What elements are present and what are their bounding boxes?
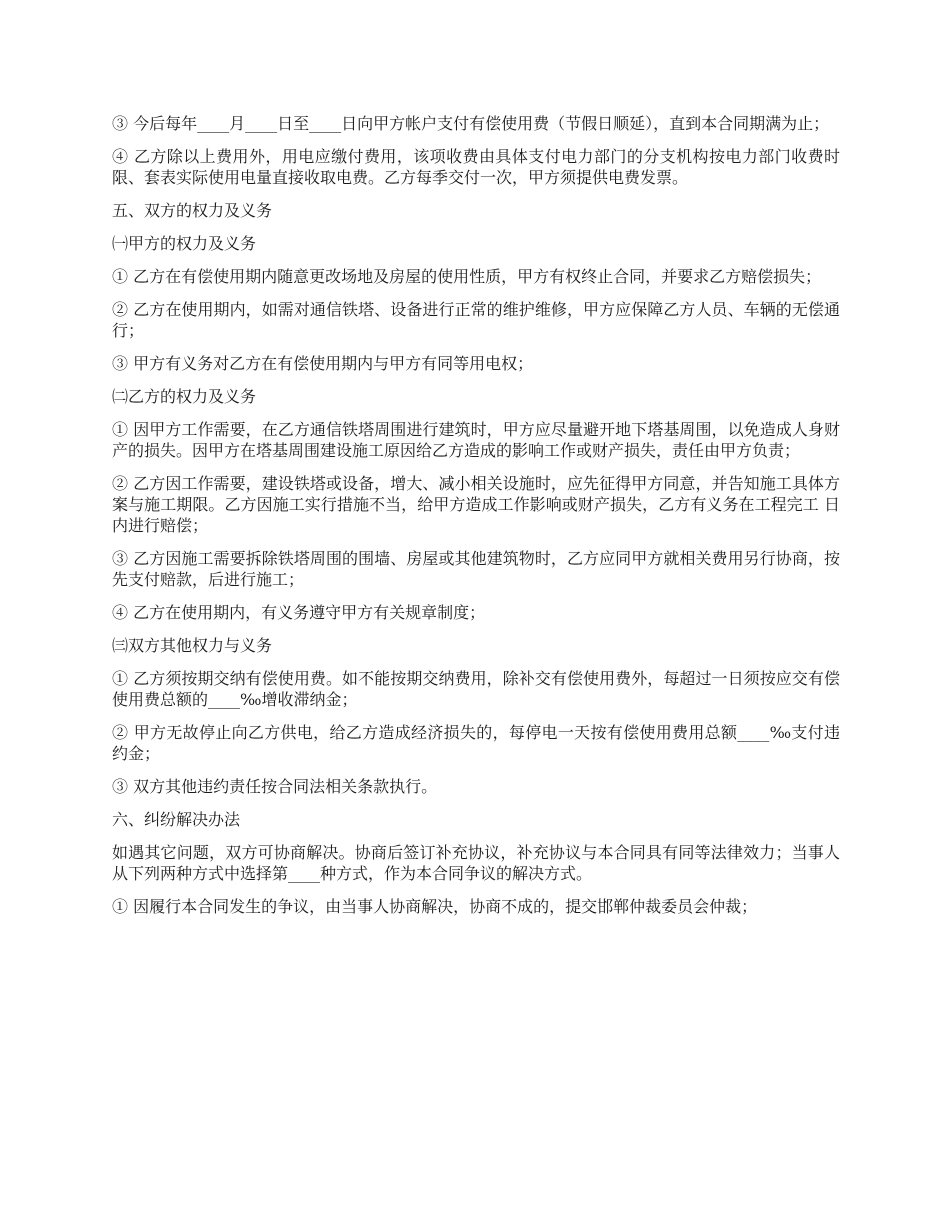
section-heading-rights-duties: 五、双方的权力及义务 [112,201,273,220]
paragraph-party-b-item-1: ① 因甲方工作需要，在乙方通信铁塔周围进行建筑时，甲方应尽量避开地下塔基周围，以免造成人身财产的损失。因甲方在塔基周围建设施工原因给乙方造成的影响工作或财产损失，责任由甲方负责； [112,420,840,460]
paragraph-electricity-fee: ④ 乙方除以上费用外，用电应缴付费用，该项收费由具体支付电力部门的分支机构按电力部门收费时限、套表实际使用电量直接收取电费。乙方每季交付一次，甲方须提供电费发票。 [112,147,840,187]
subsection-heading-both-parties: ㈢双方其他权力与义务 [112,636,273,655]
paragraph-dispute-option-1: ① 因履行本合同发生的争议，由当事人协商解决，协商不成的，提交邯郸仲裁委员会仲裁； [112,897,758,916]
section-heading-dispute-resolution: 六、纠纷解决办法 [112,810,241,829]
paragraph-both-item-2: ② 甲方无故停止向乙方供电，给乙方造成经济损失的，每停电一天按有偿使用费用总额____‰支付违约金； [112,723,840,763]
paragraph-party-a-item-1: ① 乙方在有偿使用期内随意更改场地及房屋的使用性质，甲方有权终止合同，并要求乙方赔偿损失； [112,267,822,286]
paragraph-payment-schedule: ③ 今后每年____月____日至____日向甲方帐户支付有偿使用费（节假日顺延），直到本合同期满为止； [112,114,830,133]
paragraph-party-b-item-3: ③ 乙方因施工需要拆除铁塔周围的围墙、房屋或其他建筑物时，乙方应同甲方就相关费用另行协商，按先支付赔款，后进行施工； [112,549,840,589]
paragraph-dispute-intro: 如遇其它问题，双方可协商解决。协商后签订补充协议，补充协议与本合同具有同等法律效力；当事人从下列两种方式中选择第____种方式，作为本合同争议的解决方式。 [112,843,840,883]
paragraph-party-a-item-2: ② 乙方在使用期内，如需对通信铁塔、设备进行正常的维护维修，甲方应保障乙方人员、车辆的无偿通行； [112,300,840,340]
document-page [112,113,840,929]
subsection-heading-party-a: ㈠甲方的权力及义务 [112,234,257,253]
paragraph-both-item-3: ③ 双方其他违约责任按合同法相关条款执行。 [112,777,438,796]
paragraph-party-b-item-2: ② 乙方因工作需要，建设铁塔或设备，增大、减小相关设施时，应先征得甲方同意，并告知施工具体方案与施工期限。乙方因施工实行措施不当，给甲方造成工作影响或财产损失，乙方有义务在工程完工 日内进行赔偿； [112,474,840,535]
paragraph-party-a-item-3: ③ 甲方有义务对乙方在有偿使用期内与甲方有同等用电权； [112,354,534,373]
paragraph-party-b-item-4: ④ 乙方在使用期内，有义务遵守甲方有关规章制度； [112,603,486,622]
paragraph-both-item-1: ① 乙方须按期交纳有偿使用费。如不能按期交纳费用，除补交有偿使用费外，每超过一日须按应交有偿使用费总额的____‰增收滞纳金； [112,669,840,709]
subsection-heading-party-b: ㈡乙方的权力及义务 [112,387,257,406]
